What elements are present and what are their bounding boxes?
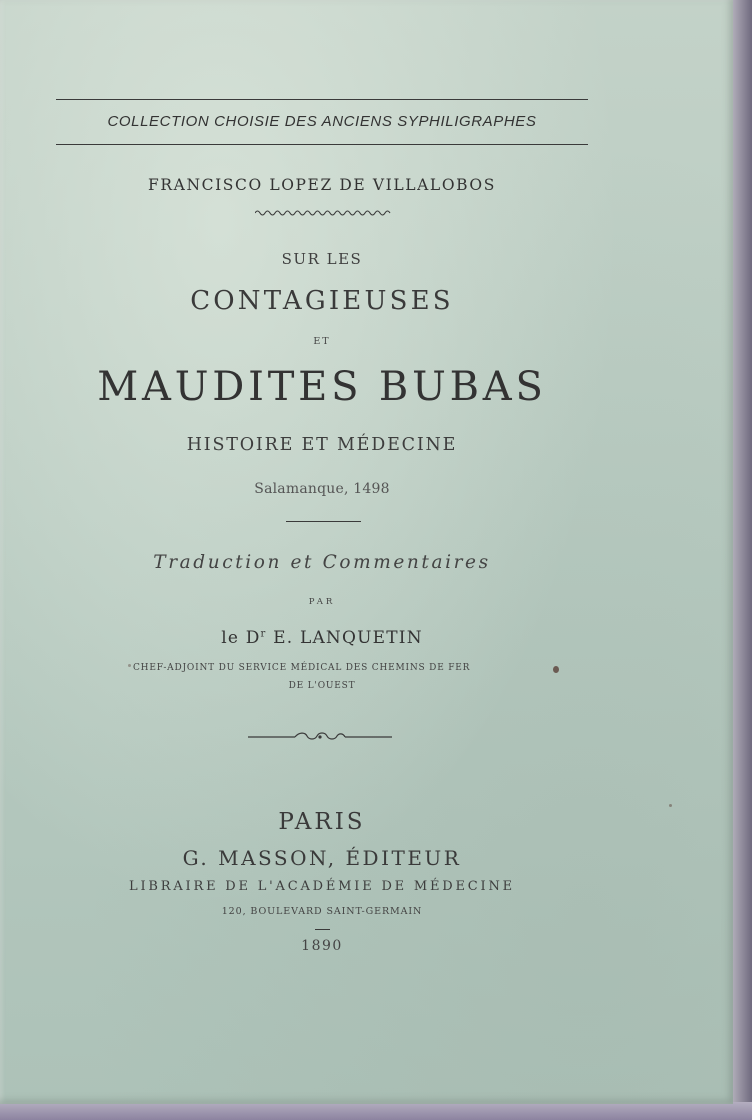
publisher-description: LIBRAIRE DE L'ACADÉMIE DE MÉDECINE [129, 879, 515, 894]
title-conjunction: ET [313, 336, 331, 347]
backdrop-bottom [0, 1102, 752, 1120]
translator-surname: E. LANQUETIN [266, 628, 423, 648]
translator-position-1: CHEF-ADJOINT DU SERVICE MÉDICAL DES CHEMINS DE FER [133, 663, 471, 673]
subtitle: HISTOIRE ET MÉDECINE [186, 435, 458, 455]
backdrop-right [730, 0, 752, 1120]
publisher-name: G. MASSON, ÉDITEUR [182, 846, 462, 870]
year-dash [315, 929, 330, 930]
foxing-spot [669, 804, 672, 807]
author-name: FRANCISCO LOPEZ DE VILLALOBOS [148, 176, 496, 194]
short-divider [286, 521, 361, 522]
foxing-spot [128, 664, 131, 667]
translator-position-2: DE L'OUEST [288, 681, 356, 691]
top-rule [56, 99, 588, 100]
translation-line: Traduction et Commentaires [153, 552, 491, 573]
series-bottom-rule [56, 144, 588, 145]
foxing-spot [553, 666, 559, 673]
title-prefix: SUR LES [281, 250, 363, 268]
ornament-flourish-icon [247, 730, 393, 744]
publisher-city: PARIS [278, 809, 366, 835]
by-line: PAR [308, 597, 336, 607]
translator-prefix: le D [221, 628, 261, 648]
publisher-address: 120, BOULEVARD SAINT-GERMAIN [221, 906, 423, 917]
translator-name [0, 628, 644, 648]
publication-year: 1890 [301, 938, 343, 954]
translator-superscript: r [260, 628, 267, 640]
series-title: COLLECTION CHOISIE DES ANCIENS SYPHILIGRAPHES [107, 113, 537, 130]
title-line-2: MAUDITES BUBAS [97, 364, 547, 410]
title-line-1: CONTAGIEUSES [190, 286, 454, 316]
wavy-rule-icon [255, 209, 391, 217]
origin-line: Salamanque, 1498 [254, 481, 390, 497]
